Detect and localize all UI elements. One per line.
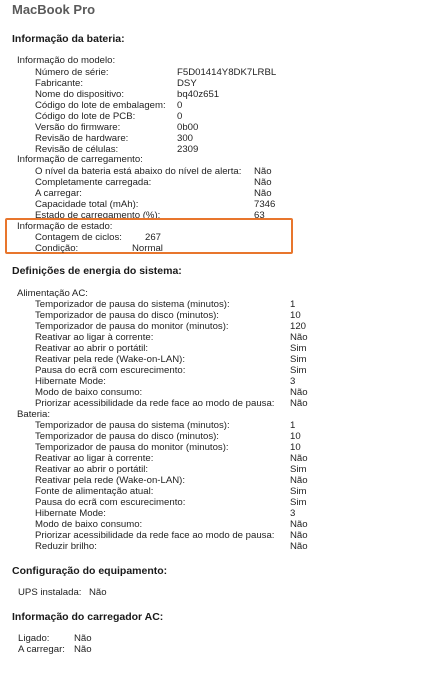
row-value: Sim xyxy=(290,464,307,475)
row-value: Sim xyxy=(290,365,307,376)
row-value: 300 xyxy=(177,133,194,144)
row-value: 120 xyxy=(290,321,307,332)
row-label: Versão do firmware: xyxy=(35,122,121,133)
row-value: Não xyxy=(290,387,308,398)
row-label: UPS instalada: xyxy=(18,587,82,598)
row-value: Sim xyxy=(290,486,307,497)
row-value: Não xyxy=(290,530,308,541)
row-label: Contagem de ciclos: xyxy=(35,232,122,243)
row-value: Sim xyxy=(290,354,307,365)
row-label: Revisão de células: xyxy=(35,144,119,155)
row-value: Não xyxy=(254,166,272,177)
row-label: Priorizar acessibilidade da rede face ao modo de pausa: xyxy=(35,398,275,409)
row-value: 1 xyxy=(290,420,296,431)
row-value: F5D01414Y8DK7LRBL xyxy=(177,67,277,78)
row-value: Não xyxy=(254,188,272,199)
status-info-group: Informação de estado: xyxy=(17,221,113,232)
row-value: 0 xyxy=(177,111,183,122)
row-label: Temporizador de pausa do monitor (minutos): xyxy=(35,321,229,332)
ac-charger-section-heading: Informação do carregador AC: xyxy=(12,611,164,623)
row-label: Pausa do ecrã com escurecimento: xyxy=(35,365,186,376)
row-value: Não xyxy=(290,332,308,343)
row-value: Não xyxy=(89,587,107,598)
row-value: Não xyxy=(290,475,308,486)
row-label: Modo de baixo consumo: xyxy=(35,387,143,398)
row-value: 0 xyxy=(177,100,183,111)
row-label: Estado de carregamento (%): xyxy=(35,210,161,221)
row-value: 10 xyxy=(290,442,301,453)
row-value: 1 xyxy=(290,299,296,310)
hardware-section-heading: Configuração do equipamento: xyxy=(12,565,168,577)
row-label: Reativar ao abrir o portátil: xyxy=(35,343,149,354)
row-label: Reativar ao abrir o portátil: xyxy=(35,464,149,475)
row-value: 7346 xyxy=(254,199,276,210)
row-label: Modo de baixo consumo: xyxy=(35,519,143,530)
row-label: Priorizar acessibilidade da rede face ao modo de pausa: xyxy=(35,530,275,541)
row-value: 267 xyxy=(145,232,162,243)
row-label: Temporizador de pausa do monitor (minutos): xyxy=(35,442,229,453)
row-label: Hibernate Mode: xyxy=(35,376,106,387)
model-info-group: Informação do modelo: xyxy=(17,55,116,66)
row-label: Capacidade total (mAh): xyxy=(35,199,139,210)
row-label: Condição: xyxy=(35,243,79,254)
row-label: Fonte de alimentação atual: xyxy=(35,486,154,497)
row-label: Pausa do ecrã com escurecimento: xyxy=(35,497,186,508)
row-label: Código do lote de PCB: xyxy=(35,111,136,122)
row-value: Não xyxy=(290,541,308,552)
row-value: Não xyxy=(290,398,308,409)
row-label: A carregar: xyxy=(35,188,82,199)
row-value: Não xyxy=(290,453,308,464)
row-value: Não xyxy=(290,519,308,530)
row-value: 3 xyxy=(290,376,296,387)
row-value: bq40z651 xyxy=(177,89,220,100)
row-value: Não xyxy=(254,177,272,188)
row-label: Fabricante: xyxy=(35,78,83,89)
row-value: Não xyxy=(74,633,92,644)
row-label: Número de série: xyxy=(35,67,109,78)
row-value: 0b00 xyxy=(177,122,199,133)
row-value: Normal xyxy=(132,243,163,254)
row-label: Hibernate Mode: xyxy=(35,508,106,519)
row-label: Temporizador de pausa do disco (minutos): xyxy=(35,431,219,442)
row-label: Reativar ao ligar à corrente: xyxy=(35,453,154,464)
charge-info-group: Informação de carregamento: xyxy=(17,154,143,165)
battery-power-group: Bateria: xyxy=(17,409,51,420)
row-label: Completamente carregada: xyxy=(35,177,152,188)
row-label: Temporizador de pausa do sistema (minutos): xyxy=(35,420,230,431)
row-value: Sim xyxy=(290,497,307,508)
row-value: 2309 xyxy=(177,144,199,155)
row-label: Reativar pela rede (Wake-on-LAN): xyxy=(35,354,186,365)
row-label: Temporizador de pausa do disco (minutos): xyxy=(35,310,219,321)
row-label: Revisão de hardware: xyxy=(35,133,129,144)
row-value: 3 xyxy=(290,508,296,519)
row-value: 63 xyxy=(254,210,265,221)
battery-section-heading: Informação da bateria: xyxy=(12,33,125,45)
row-label: Código do lote de embalagem: xyxy=(35,100,166,111)
row-label: Nome do dispositivo: xyxy=(35,89,125,100)
row-value: Não xyxy=(74,644,92,655)
row-value: Sim xyxy=(290,343,307,354)
row-value: 10 xyxy=(290,431,301,442)
row-label: Reativar ao ligar à corrente: xyxy=(35,332,154,343)
app-title: MacBook Pro xyxy=(12,2,96,17)
row-label: O nível da bateria está abaixo do nível de alerta: xyxy=(35,166,242,177)
ac-power-group: Alimentação AC: xyxy=(17,288,88,299)
row-value: DSY xyxy=(177,78,197,89)
row-label: Ligado: xyxy=(18,633,50,644)
row-label: Reduzir brilho: xyxy=(35,541,97,552)
power-section-heading: Definições de energia do sistema: xyxy=(12,265,182,277)
row-label: A carregar: xyxy=(18,644,65,655)
row-label: Reativar pela rede (Wake-on-LAN): xyxy=(35,475,186,486)
row-label: Temporizador de pausa do sistema (minutos): xyxy=(35,299,230,310)
row-value: 10 xyxy=(290,310,301,321)
